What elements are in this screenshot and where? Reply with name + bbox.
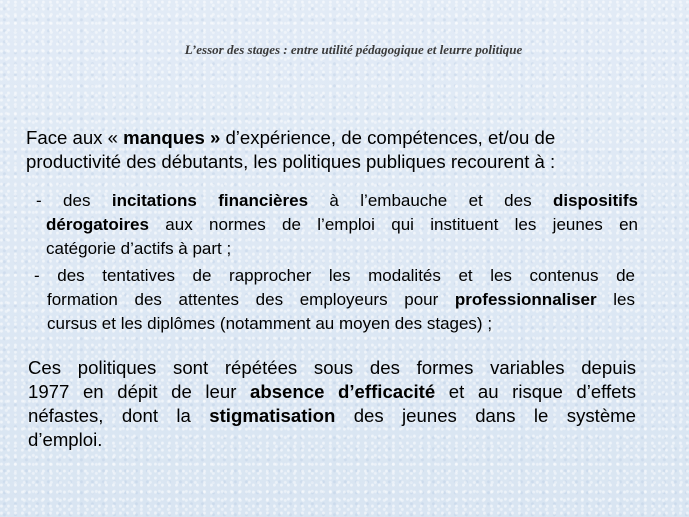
conclusion-text: des jeunes dans le système [335,405,636,426]
emphasis-stigmatisation: stigmatisation [209,405,336,426]
conclusion-line [28,380,636,404]
conclusion-line: Ces politiques sont répétées sous des formes variables depuis [28,357,636,378]
bullet-text: les [596,290,635,309]
bullet-line: - des tentatives de rapprocher les modalités et les contenus de [34,266,635,285]
emphasis-professionnaliser: professionnaliser [454,290,597,309]
conclusion-text: néfastes, dont la [28,405,210,426]
emphasis-absence-efficacite: absence d’efficacité [250,381,436,402]
bullet-tentatives [34,264,635,336]
bullet-text: à l’embauche et des [308,191,553,210]
intro-text: Face aux « [26,127,124,148]
bullet-line [34,288,635,312]
bullet-line: cursus et les diplômes (notamment au moyen des stages) ; [47,314,493,333]
bullet-text: - des [36,191,112,210]
emphasis-dispositifs: dispositifs [552,191,638,210]
bullet-line: catégorie d’actifs à part ; [46,239,232,258]
emphasis-incitations: incitations financières [111,191,309,210]
slide-title: L’essor des stages : entre utilité pédagogique et leurre politique [184,42,523,57]
conclusion-text: 1977 en dépit de leur [28,381,251,402]
bullet-line [36,213,638,237]
conclusion-paragraph [28,356,636,452]
intro-emphasis-manques: manques » [123,127,221,148]
bullet-incitations [36,189,638,261]
conclusion-line: d’emploi. [28,429,103,450]
intro-text: d’expérience, de compétences, et/ou de [220,127,556,148]
conclusion-line [28,404,636,428]
intro-text: productivité des débutants, les politiques publiques recourent à : [26,151,556,172]
intro-paragraph [26,126,646,174]
bullet-text: aux normes de l’emploi qui instituent les jeunes en [148,215,638,234]
conclusion-text: et au risque d’effets [435,381,636,402]
emphasis-derogatoires: dérogatoires [46,215,149,234]
bullet-text: formation des attentes des employeurs pour [47,290,455,309]
bullet-line [36,189,638,213]
